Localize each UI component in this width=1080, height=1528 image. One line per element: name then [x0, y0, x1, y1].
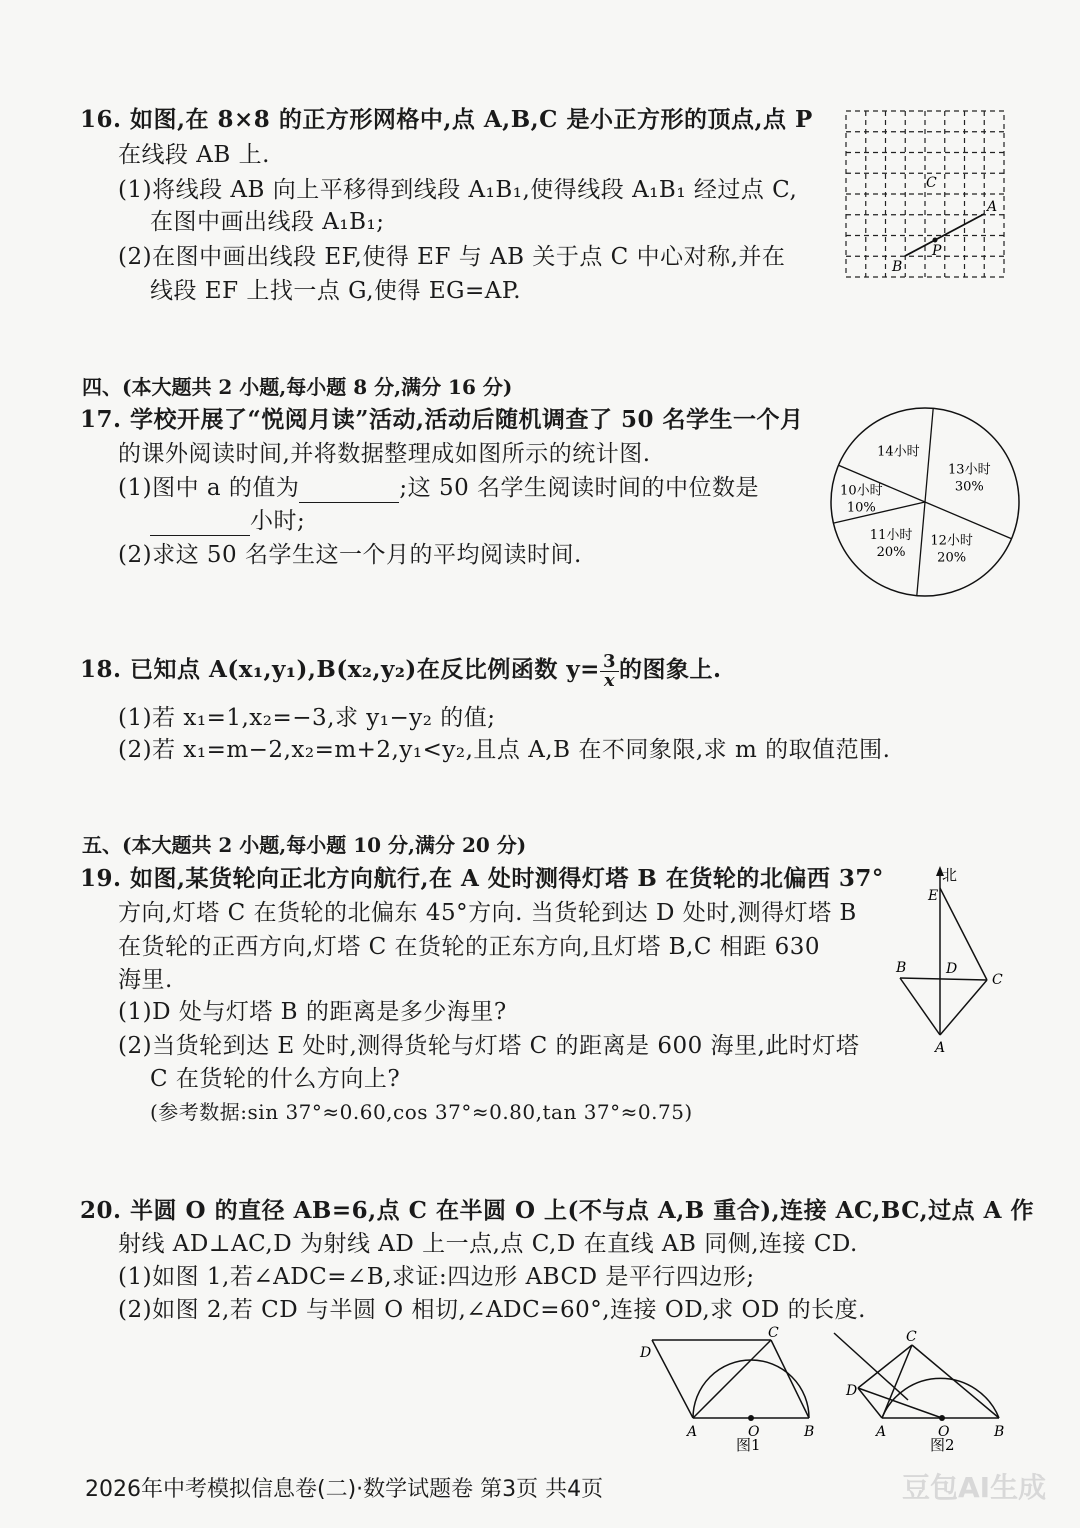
pie-slice-percent: 30% — [954, 479, 984, 495]
pie-slice-percent: 20% — [937, 550, 967, 566]
label-a: A — [687, 1424, 698, 1440]
q19-line-7: C 在货轮的什么方向上? — [150, 1066, 401, 1092]
label-d: D — [946, 961, 958, 977]
label-o: O — [748, 1424, 760, 1440]
q19-line-2: 方向,灯塔 C 在货轮的北偏东 45°方向. 当货轮到达 D 处时,测得灯塔 B — [118, 900, 857, 926]
fraction-3-over-x: $\frac{3}{x}$ — [600, 653, 619, 690]
label-d: D — [640, 1345, 652, 1361]
q19-reference-data: (参考数据:sin 37°≈0.60,cos 37°≈0.80,tan 37°≈0.75) — [150, 1100, 693, 1124]
label-b: B — [804, 1424, 815, 1440]
pie-divider — [925, 408, 933, 502]
label-b: B — [994, 1424, 1005, 1440]
q20-line-3: (1)如图 1,若∠ADC=∠B,求证:四边形 ABCD 是平行四边形; — [118, 1264, 755, 1290]
watermark: 豆包AI生成 — [902, 1471, 1047, 1504]
q16-line-1: 16. 如图,在 8×8 的正方形网格中,点 A,B,C 是小正方形的顶点,点 P — [80, 106, 813, 133]
pie-slice-category: 14小时 — [877, 444, 920, 460]
caption-fig1: 图1 — [736, 1436, 761, 1454]
blank-median[interactable] — [150, 513, 250, 536]
label-c: C — [992, 972, 1003, 988]
q20-line-1: 20. 半圆 O 的直径 AB=6,点 C 在半圆 O 上(不与点 A,B 重合),连接 AC,BC,过点 A 作 — [80, 1197, 1034, 1224]
q19-navigation-figure — [890, 860, 1015, 1060]
label-b: B — [896, 960, 907, 976]
q18-line-1: 18. 已知点 A(x₁,y₁),B(x₂,y₂)在反比例函数 y= $\frac{3}{x}$ 的图象上. — [80, 650, 722, 691]
q19-line-1: 19. 如图,某货轮向正北方向航行,在 A 处时测得灯塔 B 在货轮的北偏西 37° — [80, 865, 884, 892]
pie-slice-category: 10小时 — [840, 483, 883, 499]
section-4-heading: 四、(本大题共 2 小题,每小题 8 分,满分 16 分) — [82, 375, 513, 399]
q17-line-2: 的课外阅读时间,并将数据整理成如图所示的统计图. — [118, 441, 651, 467]
label-b: B — [892, 259, 903, 275]
q19-line-6: (2)当货轮到达 E 处时,测得货轮与灯塔 C 的距离是 600 海里,此时灯塔 — [118, 1033, 860, 1059]
pie-divider — [917, 502, 925, 596]
q20-figure-1 — [630, 1325, 830, 1455]
q17-line-1: 17. 学校开展了“悦阅月读”活动,活动后随机调查了 50 名学生一个月 — [80, 406, 804, 433]
label-e: E — [928, 888, 939, 904]
page-footer: 2026年中考模拟信息卷(二)·数学试题卷 第3页 共4页 — [85, 1477, 604, 1502]
label-c: C — [768, 1325, 779, 1341]
q17-pie-chart — [825, 405, 1025, 600]
q17-line-3: (1)图中 a 的值为 ;这 50 名学生阅读时间的中位数是 — [118, 475, 760, 501]
label-c: C — [906, 1329, 917, 1345]
label-north: 北 — [942, 866, 958, 884]
point-p — [933, 238, 938, 243]
blank-a[interactable] — [299, 480, 399, 503]
q20-line-4: (2)如图 2,若 CD 与半圆 O 相切,∠ADC=60°,连接 OD,求 OD 的长度. — [118, 1297, 866, 1323]
q17-line-5: (2)求这 50 名学生这一个月的平均阅读时间. — [118, 542, 582, 568]
q20-line-2: 射线 AD⊥AC,D 为射线 AD 上一点,点 C,D 在直线 AB 同侧,连接 CD. — [118, 1231, 858, 1257]
q19-line-5: (1)D 处与灯塔 B 的距离是多少海里? — [118, 999, 507, 1025]
q19-line-3: 在货轮的正西方向,灯塔 C 在货轮的正东方向,且灯塔 B,C 相距 630 — [118, 934, 820, 960]
q18-line-2: (1)若 x₁=1,x₂=−3,求 y₁−y₂ 的值; — [118, 705, 496, 731]
q20-figure-2 — [828, 1325, 1018, 1455]
q18-line-3: (2)若 x₁=m−2,x₂=m+2,y₁<y₂,且点 A,B 在不同象限,求 m 的取值范围. — [118, 737, 891, 763]
label-o: O — [938, 1424, 950, 1440]
label-d: D — [846, 1383, 858, 1399]
pie-slice-percent: 10% — [846, 500, 876, 516]
label-c: C — [926, 175, 937, 191]
q16-line-6: 线段 EF 上找一点 G,使得 EG=AP. — [150, 278, 522, 304]
label-a: A — [935, 1040, 946, 1056]
q16-grid-figure — [840, 105, 1010, 280]
label-a: A — [876, 1424, 887, 1440]
q16-line-5: (2)在图中画出线段 EF,使得 EF 与 AB 关于点 C 中心对称,并在 — [118, 244, 786, 270]
q16-line-3: (1)将线段 AB 向上平移得到线段 A₁B₁,使得线段 A₁B₁ 经过点 C, — [118, 177, 798, 203]
pie-slice-category: 13小时 — [948, 462, 991, 478]
label-a: A — [987, 199, 998, 215]
caption-fig2: 图2 — [930, 1436, 955, 1454]
section-5-heading: 五、(本大题共 2 小题,每小题 10 分,满分 20 分) — [82, 833, 527, 857]
q16-line-2: 在线段 AB 上. — [118, 142, 270, 168]
pie-slice-category: 12小时 — [930, 533, 973, 549]
q19-line-4: 海里. — [118, 967, 173, 993]
pie-slice-percent: 20% — [876, 545, 906, 561]
pie-slice-category: 11小时 — [869, 528, 913, 544]
label-p: P — [932, 243, 942, 259]
q16-line-4: 在图中画出线段 A₁B₁; — [150, 209, 385, 235]
q17-line-4: 小时; — [150, 506, 305, 536]
